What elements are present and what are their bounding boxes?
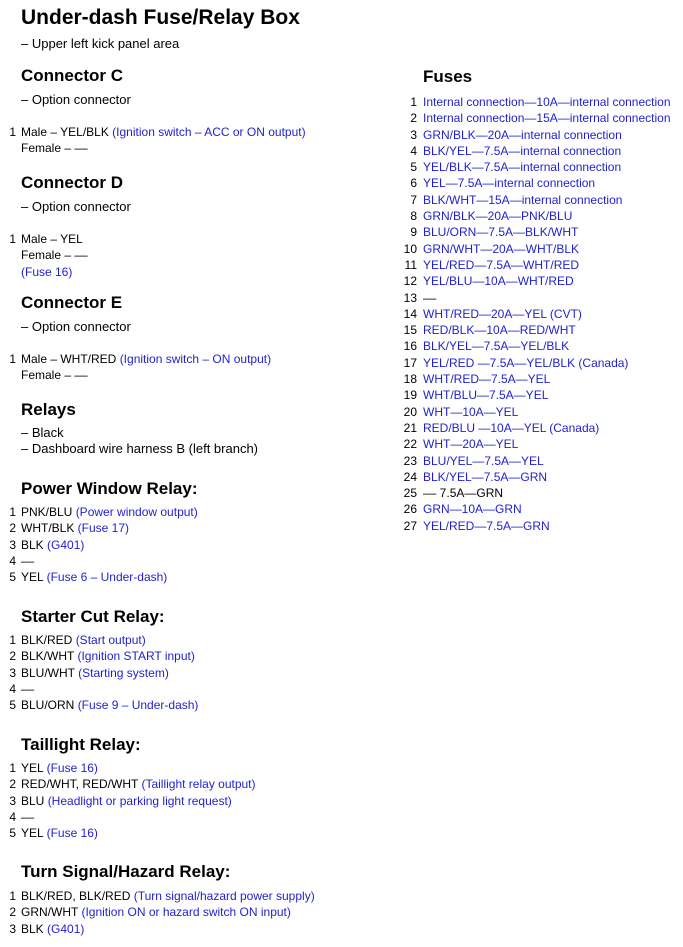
fuse-circuit: WHT/BLU—7.5A—YEL <box>423 388 549 403</box>
fuse-text <box>423 94 671 110</box>
wire-color: BLK/WHT <box>21 649 78 664</box>
fuse-number: 8 <box>410 209 417 224</box>
page-title: Under-dash Fuse/Relay Box <box>21 6 300 29</box>
fuse-number: 10 <box>403 241 417 256</box>
connector-c-heading: Connector C <box>21 66 123 85</box>
wire-color: YEL <box>21 570 47 585</box>
fuse-text <box>423 257 579 273</box>
fuse-number: 9 <box>410 225 417 240</box>
connector-wire: Female – –– <box>21 368 88 383</box>
fuse-text <box>423 501 522 517</box>
turn-signal-relay-heading: Turn Signal/Hazard Relay: <box>21 862 231 881</box>
connector-text <box>21 367 88 383</box>
fuse-text <box>423 273 574 289</box>
fuse-number: 13 <box>403 290 417 305</box>
fuse-number: 2 <box>410 111 417 126</box>
pin-note: (Fuse 6 – Under-dash) <box>46 570 168 585</box>
wire-color: BLK <box>21 921 48 936</box>
connector-text <box>21 231 83 247</box>
fuse-text <box>423 159 621 175</box>
pin-text <box>21 665 169 681</box>
pin-text <box>21 632 146 648</box>
fuse-text <box>423 404 518 420</box>
fuse-number: 16 <box>403 339 417 354</box>
fuse-text <box>423 192 622 208</box>
fuse-number: 21 <box>403 420 417 435</box>
pin-note: (Power window output) <box>75 505 198 519</box>
pin-note: (Headlight or parking light request) <box>47 793 232 808</box>
pin-note: (Ignition ON or hazard switch ON input) <box>81 905 291 920</box>
relays-color: – Black <box>21 425 64 440</box>
fuse-number: 17 <box>403 355 417 370</box>
wire-color: BLK/RED <box>21 633 76 647</box>
pin-number: 3 <box>9 665 16 680</box>
wire-color: GRN/WHT <box>21 905 82 920</box>
pin-text <box>21 904 291 920</box>
fuse-text <box>423 241 579 257</box>
fuse-number: 24 <box>403 469 417 484</box>
fuse-number: 4 <box>410 143 417 158</box>
pin-number: 1 <box>9 232 16 246</box>
pin-number: 1 <box>9 505 16 519</box>
wire-color: –– <box>21 809 35 824</box>
connector-d-subtitle: – Option connector <box>21 199 131 214</box>
fuse-number: 27 <box>403 518 417 533</box>
fuse-circuit-plain: –– 7.5A—GRN <box>423 486 504 501</box>
pin-note: (G401) <box>47 921 85 936</box>
wire-color: BLU/ORN <box>21 698 78 713</box>
pin-number: 2 <box>9 649 16 664</box>
taillight-relay-heading: Taillight Relay: <box>21 735 141 754</box>
pin-note: (Fuse 9 – Under-dash) <box>77 698 199 713</box>
fuse-text <box>423 224 578 240</box>
relays-heading: Relays <box>21 400 76 419</box>
wire-color: –– <box>21 681 35 696</box>
connector-text <box>21 351 271 367</box>
fuse-number: 3 <box>410 127 417 142</box>
pin-text <box>21 648 195 664</box>
pin-text <box>21 793 232 809</box>
connector-note: (Ignition switch – ACC or ON output) <box>112 125 306 139</box>
wire-color: PNK/BLU <box>21 505 76 519</box>
fuse-circuit: GRN—10A—GRN <box>423 502 522 517</box>
fuse-circuit: BLK/YEL—7.5A—GRN <box>423 469 548 484</box>
pin-note: (Start output) <box>75 633 146 647</box>
relays-harness: – Dashboard wire harness B (left branch) <box>21 441 259 456</box>
starter-cut-relay-heading: Starter Cut Relay: <box>21 607 165 626</box>
fuse-circuit: BLK/WHT—15A—internal connection <box>423 192 623 207</box>
fuse-circuit: Internal connection—15A—internal connection <box>423 111 671 126</box>
pin-text <box>21 921 84 937</box>
connector-text <box>21 264 72 280</box>
connector-text <box>21 140 88 156</box>
fuse-circuit: YEL/RED—7.5A—WHT/RED <box>423 257 580 272</box>
pin-note: (Fuse 16) <box>46 761 98 775</box>
fuse-circuit: RED/BLU —10A—YEL (Canada) <box>423 420 600 435</box>
pin-number: 1 <box>9 352 16 366</box>
pin-number: 5 <box>9 826 16 841</box>
wire-color: BLU <box>21 793 48 808</box>
fuse-circuit: RED/BLK—10A—RED/WHT <box>423 323 576 338</box>
fuse-text <box>423 143 621 159</box>
fuse-number: 12 <box>403 274 417 289</box>
fuse-text <box>423 290 436 306</box>
fuse-text <box>423 387 548 403</box>
fuse-circuit: BLK/YEL—7.5A—internal connection <box>423 143 622 158</box>
fuse-text <box>423 110 671 126</box>
connector-wire: Female – –– <box>21 248 88 263</box>
pin-note: (G401) <box>47 537 85 552</box>
connector-c-subtitle: – Option connector <box>21 92 131 107</box>
fuse-number: 6 <box>410 176 417 191</box>
fuse-text <box>423 518 550 534</box>
wire-color: BLU/WHT <box>21 665 79 680</box>
pin-text <box>21 553 34 569</box>
fuse-number: 15 <box>403 323 417 338</box>
pin-text <box>21 537 84 553</box>
fuse-number: 7 <box>410 192 417 207</box>
wire-color: WHT/BLK <box>21 521 78 536</box>
pin-note: (Turn signal/hazard power supply) <box>133 889 315 903</box>
pin-text <box>21 825 98 841</box>
page-subtitle: – Upper left kick panel area <box>21 36 180 51</box>
pin-number: 4 <box>9 681 16 696</box>
pin-number: 3 <box>9 793 16 808</box>
pin-text <box>21 776 256 792</box>
pin-note: (Fuse 17) <box>77 521 130 536</box>
connector-note: (Fuse 16) <box>21 264 73 279</box>
pin-text <box>21 697 198 713</box>
wire-color: YEL <box>21 826 47 841</box>
connector-wire: Male – WHT/RED <box>21 352 120 366</box>
pin-number: 3 <box>9 921 16 936</box>
fuse-circuit: Internal connection—10A—internal connection <box>423 95 671 109</box>
pin-number: 1 <box>9 633 16 647</box>
fuse-circuit: YEL/RED —7.5A—YEL/BLK (Canada) <box>423 355 629 370</box>
power-window-relay-heading: Power Window Relay: <box>21 479 198 498</box>
fuse-text <box>423 453 544 469</box>
wire-color: BLK/RED, BLK/RED <box>21 889 134 903</box>
fuse-circuit: YEL/BLU—10A—WHT/RED <box>423 274 574 289</box>
fuse-text <box>423 322 576 338</box>
fuse-circuit: BLK/YEL—7.5A—YEL/BLK <box>423 339 570 354</box>
pin-text <box>21 504 198 520</box>
fuse-text <box>423 208 572 224</box>
connector-text <box>21 247 88 263</box>
pin-number: 1 <box>9 761 16 775</box>
fuse-circuit: YEL—7.5A—internal connection <box>423 176 596 191</box>
fuse-circuit: WHT—10A—YEL <box>423 404 519 419</box>
wire-color: –– <box>21 553 35 568</box>
pin-note: (Fuse 16) <box>46 826 98 841</box>
pin-number: 2 <box>9 521 16 536</box>
fuse-text <box>423 469 547 485</box>
fuse-number: 19 <box>403 388 417 403</box>
pin-number: 5 <box>9 698 16 713</box>
connector-note: (Ignition switch – ON output) <box>119 352 272 366</box>
wire-color: YEL <box>21 761 47 775</box>
fuse-circuit: BLU/YEL—7.5A—YEL <box>423 453 544 468</box>
fuse-circuit: WHT—20A—YEL <box>423 437 519 452</box>
fuse-text <box>423 485 503 501</box>
fuse-text <box>423 127 622 143</box>
fuse-number: 11 <box>404 257 417 272</box>
wire-color: RED/WHT, RED/WHT <box>21 777 142 792</box>
fuse-number: 5 <box>410 160 417 175</box>
fuse-circuit: BLU/ORN—7.5A—BLK/WHT <box>423 225 579 240</box>
pin-text <box>21 888 315 904</box>
fuse-circuit: GRN/WHT—20A—WHT/BLK <box>423 241 580 256</box>
connector-wire: Male – YEL <box>21 232 83 246</box>
pin-text <box>21 809 34 825</box>
fuse-circuit: WHT/RED—7.5A—YEL <box>423 372 551 387</box>
pin-note: (Starting system) <box>78 665 169 680</box>
fuse-circuit: GRN/BLK—20A—PNK/BLU <box>423 209 573 224</box>
pin-text <box>21 520 129 536</box>
pin-number: 2 <box>9 777 16 792</box>
connector-wire: Male – YEL/BLK <box>21 125 113 139</box>
fuse-circuit: YEL/RED—7.5A—GRN <box>423 518 550 533</box>
pin-number: 1 <box>9 125 16 139</box>
pin-number: 1 <box>9 889 16 903</box>
fuse-text <box>423 306 582 322</box>
fuse-text <box>423 420 599 436</box>
connector-wire: Female – –– <box>21 141 88 156</box>
pin-text <box>21 681 34 697</box>
pin-note: (Taillight relay output) <box>141 777 256 792</box>
pin-number: 2 <box>9 905 16 920</box>
fuse-text <box>423 175 595 191</box>
fuse-text <box>423 355 628 371</box>
pin-number: 5 <box>9 570 16 585</box>
fuse-number: 18 <box>403 372 417 387</box>
fuse-text <box>423 371 550 387</box>
fuse-number: 22 <box>403 437 417 452</box>
connector-d-heading: Connector D <box>21 173 123 192</box>
pin-note: (Ignition START input) <box>77 649 195 664</box>
fuse-number: 14 <box>403 306 417 321</box>
fuse-number: 26 <box>403 502 417 517</box>
fuse-number: 1 <box>410 95 417 109</box>
fuse-circuit: GRN/BLK—20A—internal connection <box>423 127 622 142</box>
fuse-number: 20 <box>403 404 417 419</box>
pin-text <box>21 569 167 585</box>
fuse-circuit: WHT/RED—20A—YEL (CVT) <box>423 306 582 321</box>
fuse-circuit-plain: –– <box>423 290 437 305</box>
wire-color: BLK <box>21 537 48 552</box>
fuse-text <box>423 338 569 354</box>
connector-text <box>21 124 306 140</box>
connector-e-heading: Connector E <box>21 293 123 312</box>
connector-e-subtitle: – Option connector <box>21 319 131 334</box>
pin-text <box>21 760 98 776</box>
fuse-number: 25 <box>403 486 417 501</box>
pin-number: 4 <box>9 553 16 568</box>
pin-number: 4 <box>9 809 16 824</box>
fuse-text <box>423 436 518 452</box>
fuse-circuit: YEL/BLK—7.5A—internal connection <box>423 160 622 175</box>
pin-number: 3 <box>9 537 16 552</box>
fuse-number: 23 <box>403 453 417 468</box>
fuses-heading: Fuses <box>423 67 473 86</box>
